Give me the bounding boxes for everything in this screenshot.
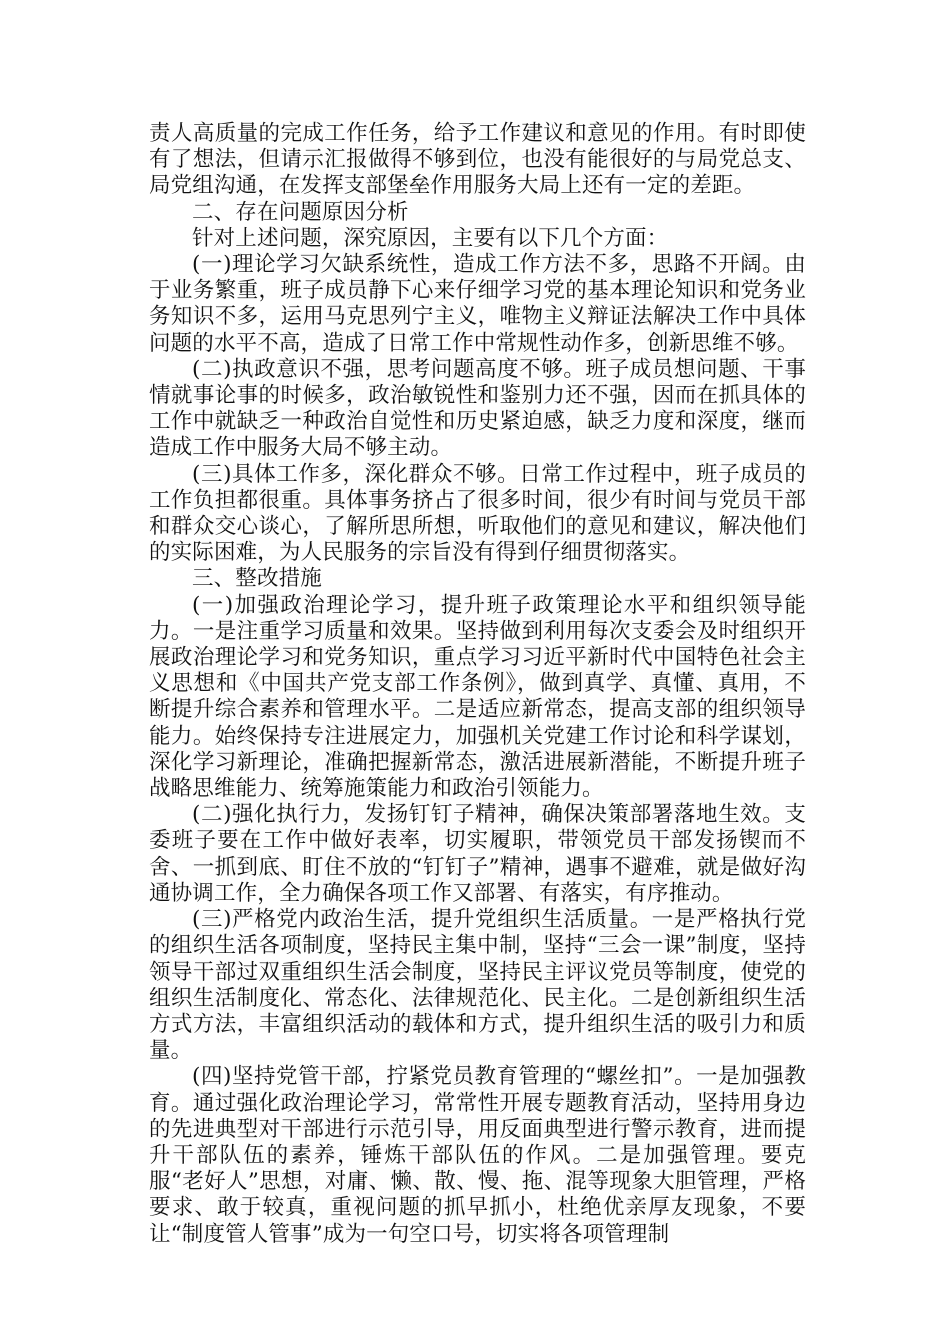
paragraph-cause-3: (三)具体工作多，深化群众不够。日常工作过程中，班子成员的工作负担都很重。具体事务挤占了很多时间，很少有时间与党员干部和群众交心谈心，了解所思所想，听取他们的意见和建议，解决他们的实际困难，为人民服务的宗旨没有得到仔细贯彻落实。 <box>149 461 806 566</box>
document-body <box>149 121 806 1248</box>
paragraph-intro: 针对上述问题，深究原因，主要有以下几个方面： <box>192 225 669 251</box>
paragraph-continued-text: 责人高质量的完成工作任务，给予工作建议和意见的作用。有时即使有了想法，但请示汇报做得不够到位，也没有能很好的与局党总支、局党组沟通，在发挥支部堡垒作用服务大局上还有一定的差距。 <box>149 121 806 199</box>
section-heading-rectification: 三、整改措施 <box>192 566 322 592</box>
paragraph-measure-4: (四)坚持党管干部，拧紧党员教育管理的“螺丝扣”。一是加强教育。通过强化政治理论学习，常常性开展专题教育活动，坚持用身边的先进典型对干部进行示范引导，用反面典型进行警示教育，进而提升干部队伍的素养，锤炼干部队伍的作风。二是加强管理。要克服“老好人”思想，对庸、懒、散、慢、拖、混等现象大胆管理，严格要求、敢于较真，重视问题的抓早抓小，杜绝优亲厚友现象，不要让“制度管人管事”成为一句空口号，切实将各项管理制 <box>149 1064 806 1247</box>
section-heading-cause-analysis: 二、存在问题原因分析 <box>192 199 409 225</box>
paragraph-measure-2: (二)强化执行力，发扬钉钉子精神，确保决策部署落地生效。支委班子要在工作中做好表率，切实履职，带领党员干部发扬锲而不舍、一抓到底、盯住不放的“钉钉子”精神，遇事不避难，就是做好沟通协调工作，全力确保各项工作又部署、有落实，有序推动。 <box>149 802 806 906</box>
paragraph-measure-3: (三)严格党内政治生活，提升党组织生活质量。一是严格执行党的组织生活各项制度，坚持民主集中制，坚持“三会一课”制度，坚持领导干部过双重组织生活会制度，坚持民主评议党员等制度，使党的组织生活制度化、常态化、法律规范化、民主化。二是创新组织生活方式方法，丰富组织活动的载体和方式，提升组织生活的吸引力和质量。 <box>149 907 806 1064</box>
paragraph-cause-1: (一)理论学习欠缺系统性，造成工作方法不多，思路不开阔。由于业务繁重，班子成员静下心来仔细学习党的基本理论知识和党务业务知识不多，运用马克思列宁主义，唯物主义辩证法解决工作中具体问题的水平不高，造成了日常工作中常规性动作多，创新思维不够。 <box>149 252 806 356</box>
paragraph-cause-2: (二)执政意识不强，思考问题高度不够。班子成员想问题、干事情就事论事的时候多，政治敏锐性和鉴别力还不强，因而在抓具体的工作中就缺乏一种政治自觉性和历史紧迫感，缺乏力度和深度，继而造成工作中服务大局不够主动。 <box>149 356 806 461</box>
paragraph-measure-1: (一)加强政治理论学习，提升班子政策理论水平和组织领导能力。一是注重学习质量和效果。坚持做到利用每次支委会及时组织开展政治理论学习和党务知识，重点学习习近平新时代中国特色社会主义思想和《中国共产党支部工作条例》，做到真学、真懂、真用，不断提升综合素养和管理水平。二是适应新常态，提高支部的组织领导能力。始终保持专注进展定力，加强机关党建工作讨论和科学谋划，深化学习新理论，准确把握新常态，激活进展新潜能，不断提升班子战略思维能力、统筹施策能力和政治引领能力。 <box>149 592 806 802</box>
